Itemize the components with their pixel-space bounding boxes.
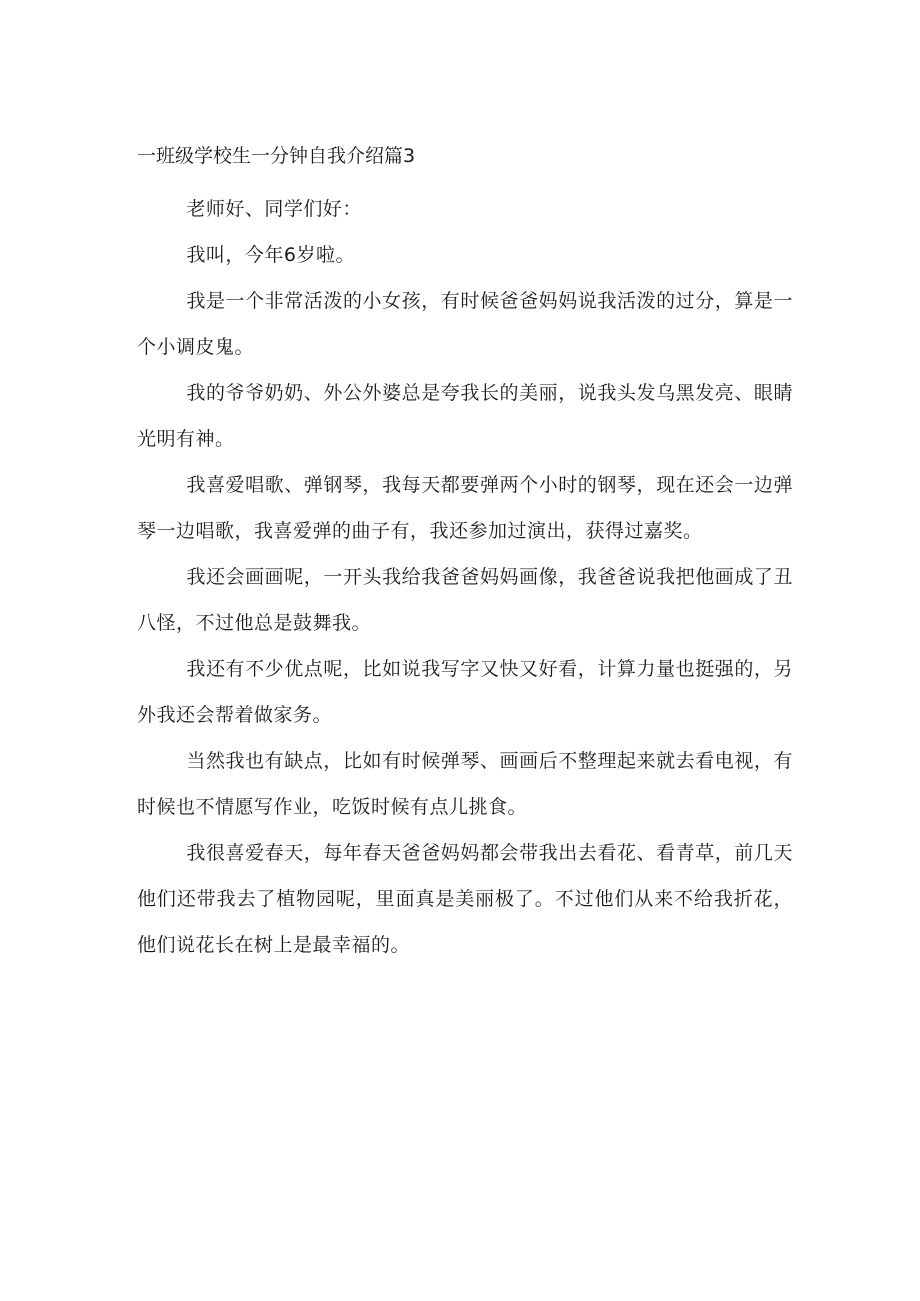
paragraph-drawing: 我还会画画呢，一开头我给我爸爸妈妈画像，我爸爸说我把他画成了丑八怪，不过他总是鼓舞我。	[137, 566, 793, 634]
document-title: 一班级学校生一分钟自我介绍篇3	[137, 145, 416, 167]
paragraph-weaknesses: 当然我也有缺点，比如有时候弹琴、画画后不整理起来就去看电视，有时候也不情愿写作业，吃饭时候有点儿挑食。	[137, 750, 793, 818]
paragraph-music: 我喜爱唱歌、弹钢琴，我每天都要弹两个小时的钢琴，现在还会一边弹琴一边唱歌，我喜爱弹的曲子有，我还参加过演出，获得过嘉奖。	[137, 474, 793, 542]
document-body	[137, 186, 793, 968]
paragraph-appearance: 我的爷爷奶奶、外公外婆总是夸我长的美丽，说我头发乌黑发亮、眼睛光明有神。	[137, 382, 793, 450]
paragraph-strengths: 我还有不少优点呢，比如说我写字又快又好看，计算力量也挺强的，另外我还会帮着做家务。	[137, 658, 793, 726]
paragraph-name-age: 我叫，今年6岁啦。	[186, 244, 355, 266]
paragraph-personality: 我是一个非常活泼的小女孩，有时候爸爸妈妈说我活泼的过分，算是一个小调皮鬼。	[137, 290, 793, 358]
paragraph-spring: 我很喜爱春天，每年春天爸爸妈妈都会带我出去看花、看青草，前几天他们还带我去了植物园呢，里面真是美丽极了。不过他们从来不给我折花，他们说花长在树上是最幸福的。	[137, 842, 793, 956]
paragraph-greeting: 老师好、同学们好：	[186, 198, 362, 220]
